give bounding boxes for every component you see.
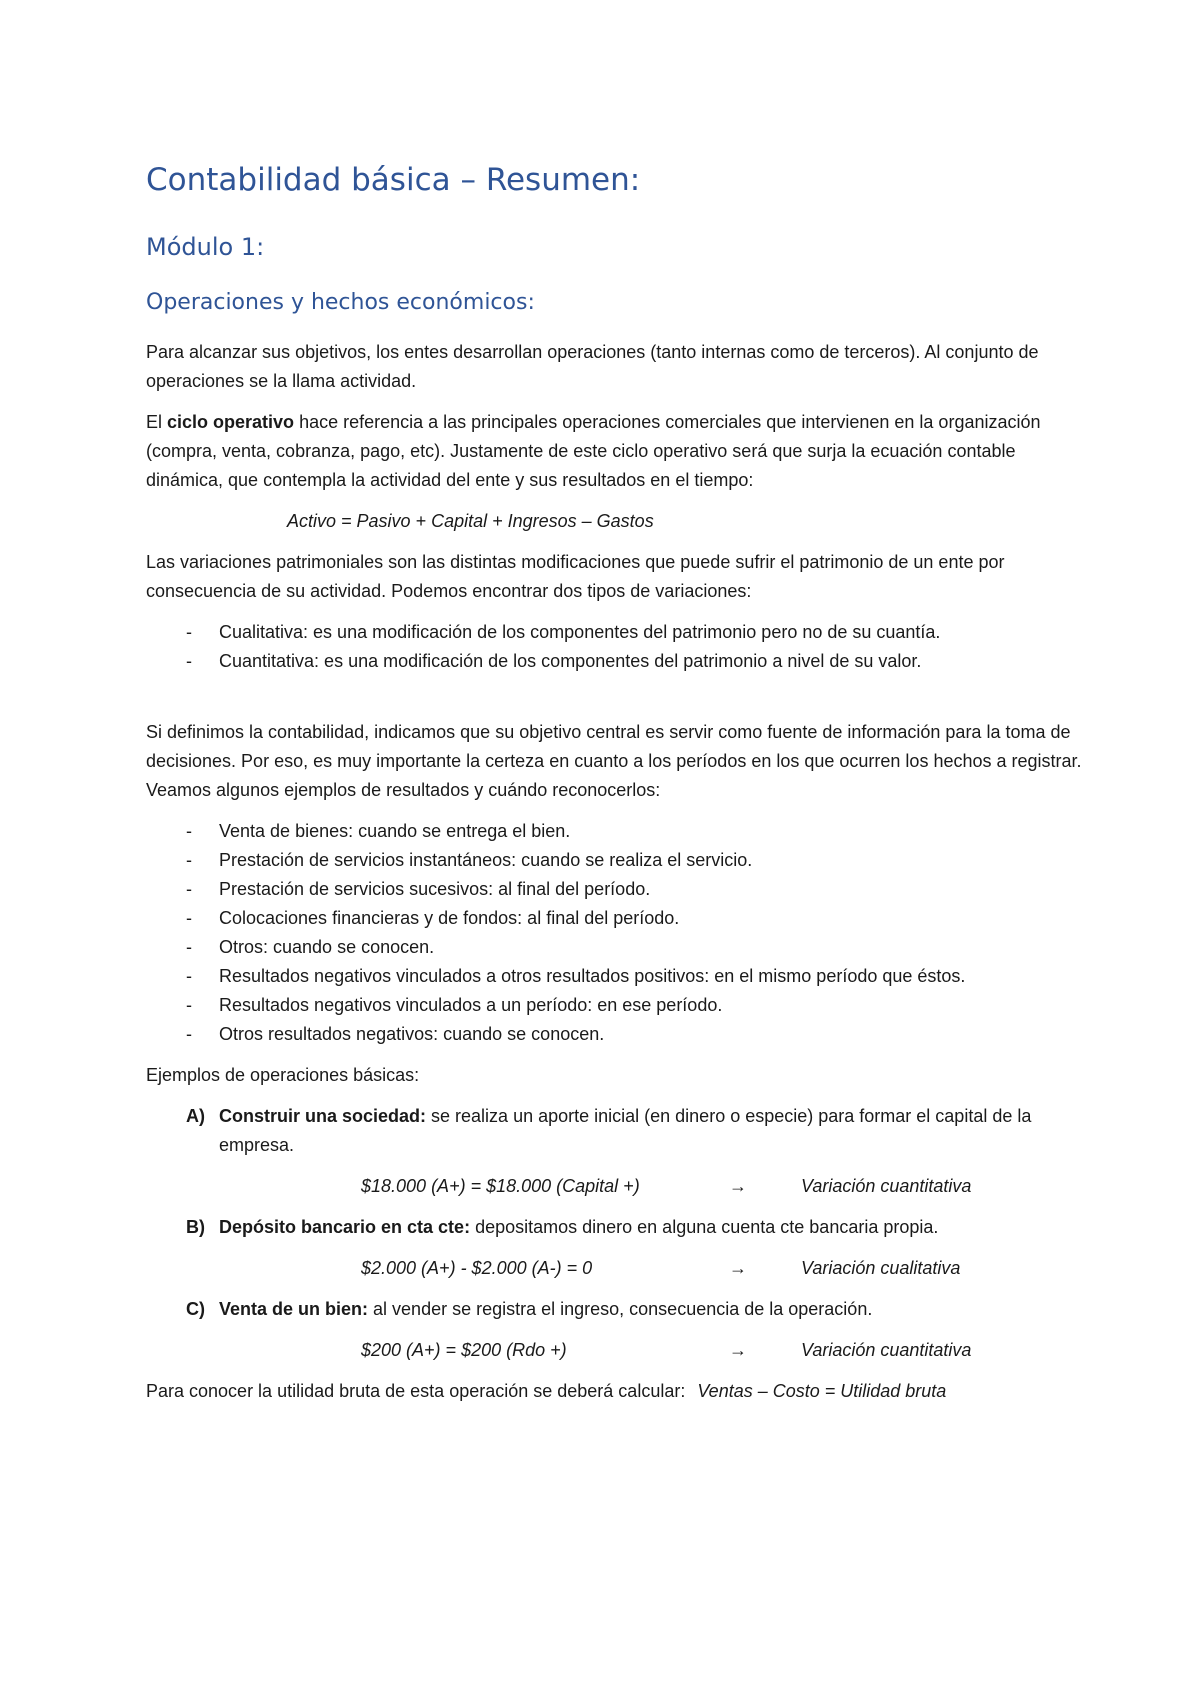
dynamic-equation: Activo = Pasivo + Capital + Ingresos – Gastos bbox=[287, 511, 654, 532]
document-title: Contabilidad básica – Resumen: bbox=[146, 162, 641, 198]
operation-equation: $18.000 (A+) = $18.000 (Capital +) bbox=[361, 1176, 640, 1197]
operating-cycle-term: ciclo operativo bbox=[167, 412, 295, 433]
operation-description: depositamos dinero en alguna cuenta cte bancaria propia. bbox=[470, 1217, 939, 1238]
operation-c-equation-row bbox=[146, 1336, 1086, 1365]
variation-type: Variación cuantitativa bbox=[801, 1176, 972, 1197]
operation-equation: $2.000 (A+) - $2.000 (A-) = 0 bbox=[361, 1258, 593, 1279]
right-arrow-icon: → bbox=[729, 1258, 747, 1279]
module-heading: Módulo 1: bbox=[146, 233, 265, 262]
operation-b bbox=[146, 1213, 1086, 1242]
right-arrow-icon: → bbox=[729, 1176, 747, 1197]
variation-type: Variación cuantitativa bbox=[801, 1340, 972, 1361]
operation-a bbox=[146, 1102, 1086, 1160]
paragraph-variations: Las variaciones patrimoniales son las distintas modificaciones que puede sufrir el patrimonio de un ente por consecuencia de su actividad. Podemos encontrar dos tipos de variaciones: bbox=[146, 552, 1005, 602]
operation-c bbox=[146, 1295, 1086, 1324]
operation-a-equation-row bbox=[146, 1172, 1086, 1201]
operation-letter: C) bbox=[186, 1299, 205, 1320]
list-item: - Resultados negativos vinculados a un período: en ese período. bbox=[146, 991, 1086, 1020]
operation-description: al vender se registra el ingreso, consecuencia de la operación. bbox=[368, 1299, 873, 1320]
section-heading: Operaciones y hechos económicos: bbox=[146, 290, 535, 316]
operation-title: Venta de un bien: bbox=[219, 1299, 369, 1320]
document-body bbox=[146, 160, 1086, 1406]
paragraph-definition: Si definimos la contabilidad, indicamos que su objetivo central es servir como fuente de información para la toma de decisiones. Por eso, es muy importante la certeza en cuanto a los períodos en los que ocurren los hechos a registrar. Veamos algunos ejemplos de resultados y cuándo reconocerlos: bbox=[146, 722, 1082, 801]
list-item: - Cualitativa: es una modificación de los componentes del patrimonio pero no de su cuantía. bbox=[146, 618, 1086, 647]
results-list bbox=[146, 817, 1086, 1049]
operation-equation: $200 (A+) = $200 (Rdo +) bbox=[361, 1340, 567, 1361]
operation-b-equation-row bbox=[146, 1254, 1086, 1283]
operation-title: Construir una sociedad: bbox=[219, 1106, 427, 1127]
paragraph-examples-intro: Ejemplos de operaciones básicas: bbox=[146, 1065, 420, 1086]
list-item: - Prestación de servicios instantáneos: cuando se realiza el servicio. bbox=[146, 846, 1086, 875]
paragraph-gross-profit: Para conocer la utilidad bruta de esta operación se deberá calcular: Ventas – Costo = Utilidad bruta bbox=[146, 1381, 947, 1402]
list-item: - Cuantitativa: es una modificación de los componentes del patrimonio a nivel de su valor. bbox=[146, 647, 1086, 676]
list-item: - Resultados negativos vinculados a otros resultados positivos: en el mismo período que éstos. bbox=[146, 962, 1086, 991]
list-item: - Otros: cuando se conocen. bbox=[146, 933, 1086, 962]
list-item: - Prestación de servicios sucesivos: al final del período. bbox=[146, 875, 1086, 904]
operation-description: se realiza un aporte inicial (en dinero o especie) para formar el capital de la empresa. bbox=[219, 1106, 1032, 1156]
gross-profit-formula: Ventas – Costo = Utilidad bruta bbox=[697, 1381, 947, 1402]
operation-title: Depósito bancario en cta cte: bbox=[219, 1217, 471, 1238]
paragraph-operating-cycle: El ciclo operativo hace referencia a las principales operaciones comerciales que intervienen en la organización (compra, venta, cobranza, pago, etc). Justamente de este ciclo operativo será que surja la ecuación contable dinámica, que contempla la actividad del ente y sus resultados en el tiempo: bbox=[146, 412, 1041, 491]
list-item: - Otros resultados negativos: cuando se conocen. bbox=[146, 1020, 1086, 1049]
list-item: - Colocaciones financieras y de fondos: al final del período. bbox=[146, 904, 1086, 933]
operation-letter: A) bbox=[186, 1106, 205, 1127]
operation-letter: B) bbox=[186, 1217, 205, 1238]
list-item: - Venta de bienes: cuando se entrega el bien. bbox=[146, 817, 1086, 846]
paragraph-objectives: Para alcanzar sus objetivos, los entes desarrollan operaciones (tanto internas como de terceros). Al conjunto de operaciones se la llama actividad. bbox=[146, 342, 1039, 392]
variations-list bbox=[146, 618, 1086, 676]
variation-type: Variación cualitativa bbox=[801, 1258, 961, 1279]
right-arrow-icon: → bbox=[729, 1340, 747, 1361]
